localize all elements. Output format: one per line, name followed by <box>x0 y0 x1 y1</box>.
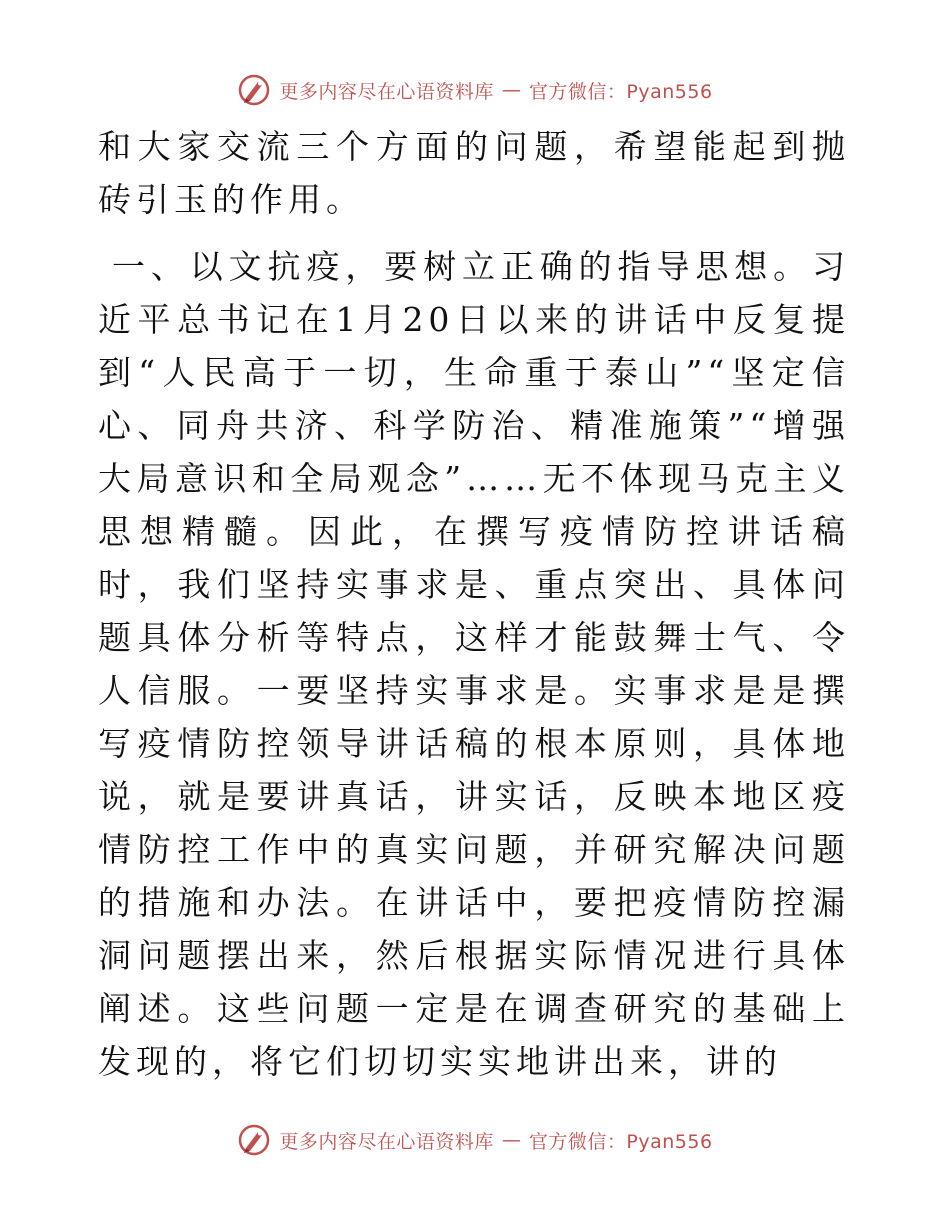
footer-watermark <box>0 1120 950 1160</box>
document-body <box>98 120 850 1088</box>
watermark-official: 官方微信：Pyan556 <box>528 80 713 103</box>
watermark-separator: — <box>501 1129 521 1151</box>
watermark-text: 更多内容尽在心语资料库 <box>279 1130 494 1153</box>
watermark-official: 官方微信：Pyan556 <box>528 1130 713 1153</box>
watermark-text: 更多内容尽在心语资料库 <box>279 80 494 103</box>
watermark-separator: — <box>501 79 521 101</box>
paragraph-section-one: 一、以文抗疫，要树立正确的指导思想。习近平总书记在1月20日以来的讲话中反复提到“人民高于一切，生命重于泰山”“坚定信心、同舟共济、科学防治、精准施策”“增强大局意识和全局观念”……无不体现马克主义思想精髓。因此，在撰写疫情防控讲话稿时，我们坚持实事求是、重点突出、具体问题具体分析等特点，这样才能鼓舞士气、令人信服。一要坚持实事求是。实事求是是撰写疫情防控领导讲话稿的根本原则，具体地说，就是要讲真话，讲实话，反映本地区疫情防控工作中的真实问题，并研究解决问题的措施和办法。在讲话中，要把疫情防控漏洞问题摆出来，然后根据实际情况进行具体阐述。这些问题一定是在调查研究的基础上发现的，将它们切切实实地讲出来，讲的 <box>98 247 850 1081</box>
paragraph-intro: 和大家交流三个方面的问题，希望能起到抛砖引玉的作用。 <box>98 127 850 219</box>
pen-logo-icon <box>237 73 271 107</box>
header-watermark <box>0 70 950 110</box>
pen-logo-icon <box>237 1123 271 1157</box>
